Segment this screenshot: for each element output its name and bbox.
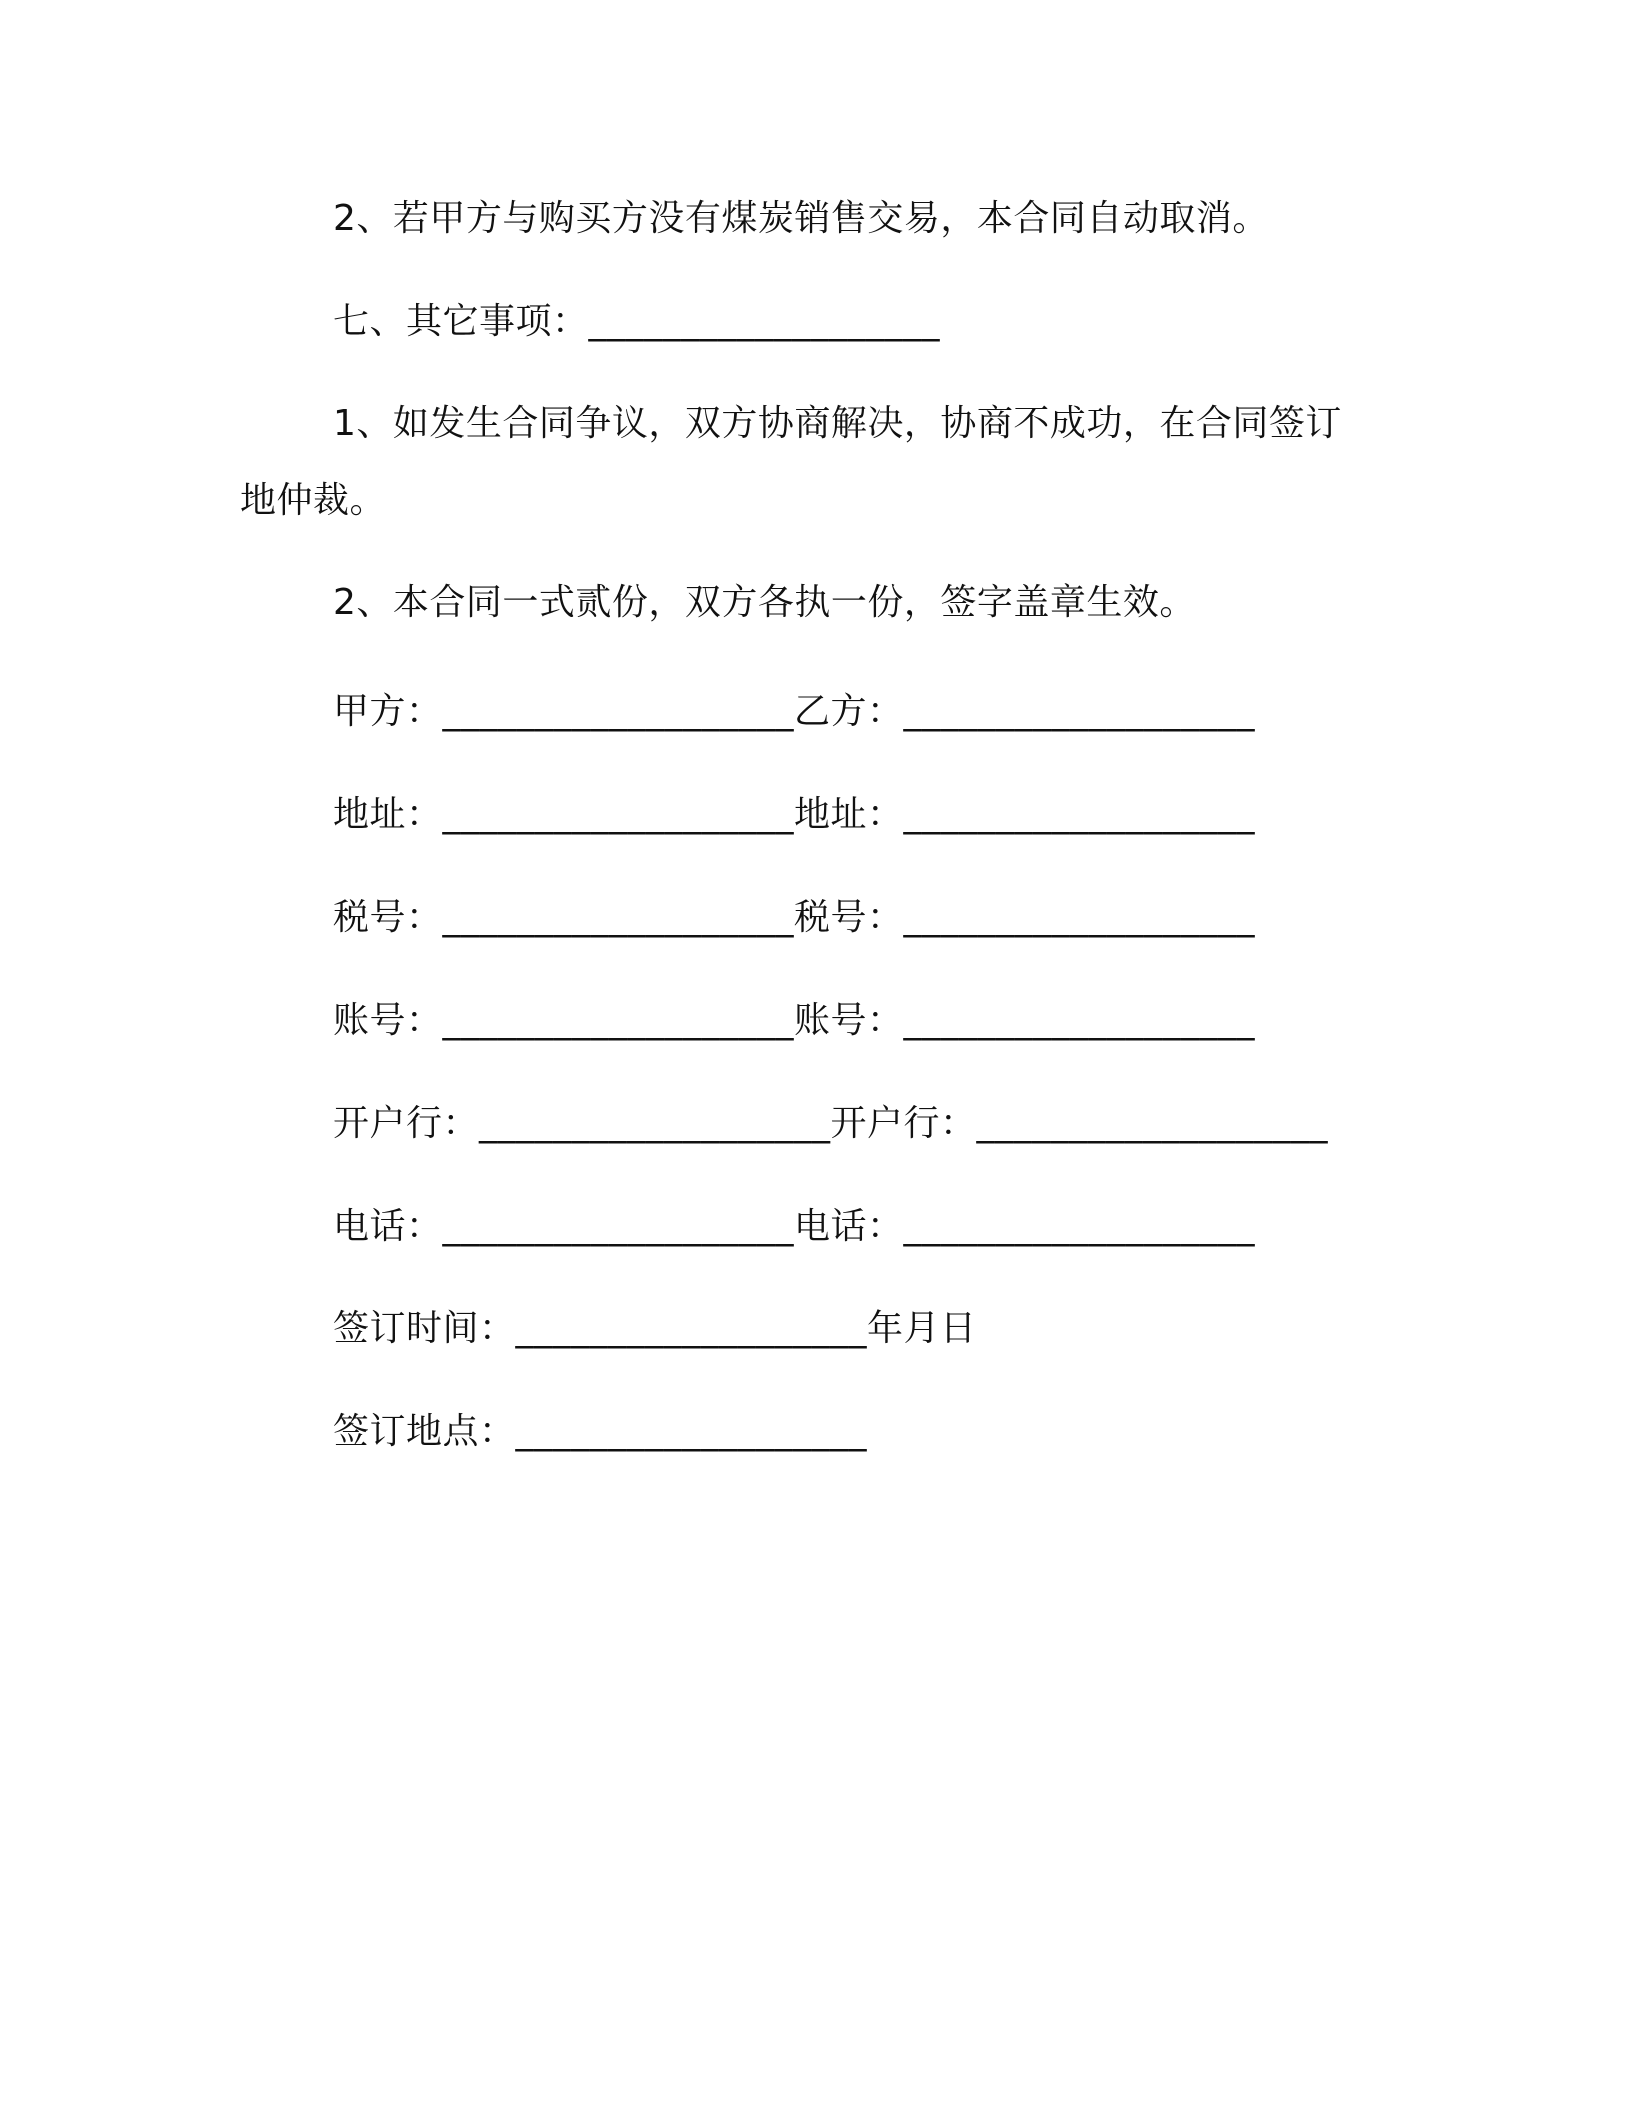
clause-7-item-2: 2、本合同一式贰份，双方各执一份，签字盖章生效。 [333,582,1196,623]
address-row: 地址：___________________地址：___________________ [333,794,1256,835]
account-number-row: 账号：___________________账号：___________________ [333,1000,1256,1041]
signing-place-row: 签订地点：___________________ [333,1411,868,1452]
clause-7-item-1: 1、如发生合同争议，双方协商解决，协商不成功，在合同签订 [333,403,1342,444]
clause-7-item-1-continued: 地仲裁。 [240,480,387,521]
bank-row: 开户行：___________________开户行：___________________ [333,1103,1329,1144]
tax-number-row: 税号：___________________税号：___________________ [333,897,1256,938]
signing-date-row: 签订时间：___________________年月日 [333,1308,977,1349]
clause-7-heading: 七、其它事项：___________________ [333,301,941,342]
clause-6-item-2: 2、若甲方与购买方没有煤炭销售交易，本合同自动取消。 [333,198,1269,239]
phone-row: 电话：___________________电话：___________________ [333,1206,1256,1247]
party-names-row: 甲方：___________________乙方：___________________ [333,691,1256,732]
